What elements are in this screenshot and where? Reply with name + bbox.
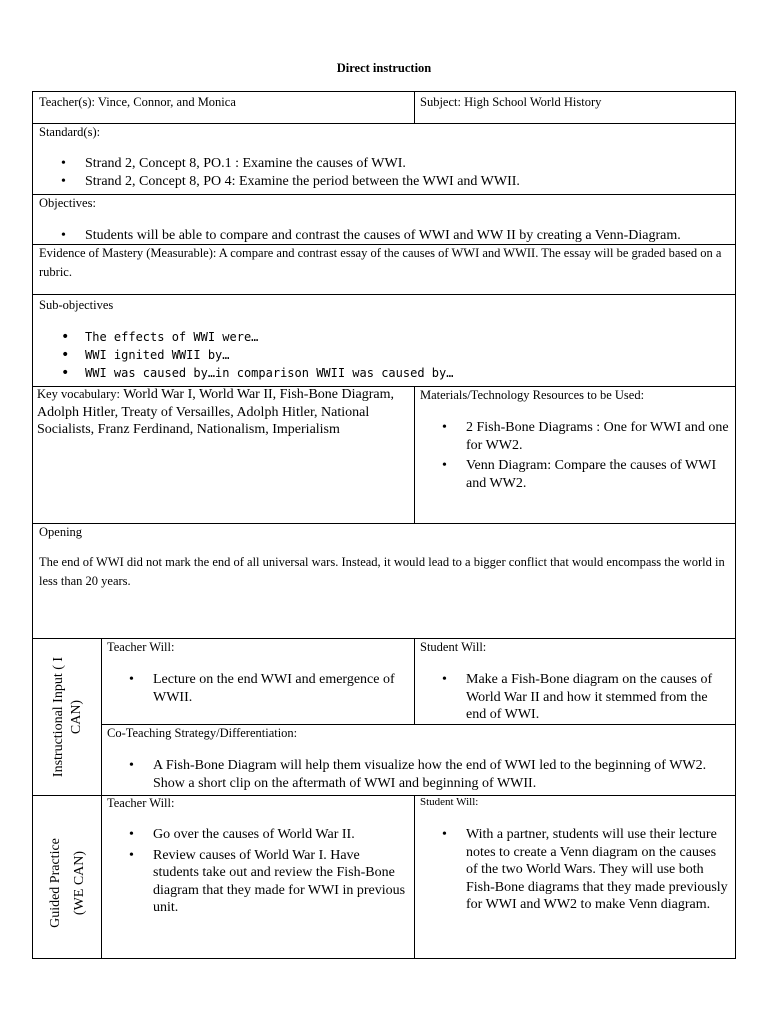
instructional-input-label-cell (32, 638, 102, 796)
list-item: • WWI ignited WWII by… (39, 346, 729, 364)
vocabulary-cell (32, 386, 415, 524)
guided-teacher-list (107, 826, 408, 917)
objectives-section (32, 194, 736, 245)
list-item: • A Fish-Bone Diagram will help them visualize how the end of WWI led to the beginning of WW2. Show a short clip on the aftermath of WWI and beginning of WWII. (107, 757, 729, 792)
coteaching-cell (101, 724, 736, 796)
subject-cell (414, 91, 736, 124)
list-item: • The effects of WWI were… (39, 328, 729, 346)
vocabulary-label: Key vocabulary: (37, 387, 120, 401)
vocabulary-text: World War I, World War II, Fish-Bone Diagram, Adolph Hitler, Treaty of Versailles, Adolph Hitler, National Socialists, Franz Ferdinand, Nationalism, Imperialism (37, 387, 394, 437)
guided-student-cell (414, 795, 736, 959)
instructional-student-list (420, 671, 729, 724)
instructional-input-label: Instructional Input ( I CAN) (51, 656, 84, 778)
instructional-student-label: Student Will: (420, 640, 487, 654)
list-item: • 2 Fish-Bone Diagrams : One for WWI and one for WW2. (420, 419, 729, 454)
guided-practice-label-cell (32, 795, 102, 959)
evidence-section (32, 244, 736, 295)
opening-label: Opening (39, 525, 83, 539)
coteaching-label: Co-Teaching Strategy/Differentiation: (107, 726, 298, 740)
standards-label: Standard(s): (39, 125, 101, 139)
list-item: • Make a Fish-Bone diagram on the causes of World War II and how it stemmed from the end of WWI. (420, 671, 729, 724)
list-item: • With a partner, students will use their lecture notes to create a Venn diagram on the causes of the two World Wars. They will use both Fish-Bone diagrams that they made previously for WWI and WW2 to make Venn diagram. (420, 826, 729, 914)
subobjectives-list (39, 328, 729, 382)
list-item: • Venn Diagram: Compare the causes of WWI and WW2. (420, 457, 729, 492)
materials-cell (414, 386, 736, 524)
list-item: • WWI was caused by…in comparison WWII was caused by… (39, 364, 729, 382)
evidence-text: Evidence of Mastery (Measurable): A compare and contrast essay of the causes of WWI and WWII. The essay will be graded based on a rubric. (39, 246, 722, 279)
list-item: • Strand 2, Concept 8, PO.1 : Examine the causes of WWI. (39, 155, 729, 173)
subobjectives-section (32, 294, 736, 387)
guided-teacher-label: Teacher Will: (107, 796, 175, 810)
list-item: • Lecture on the end WWI and emergence of WWII. (107, 671, 408, 706)
materials-list (420, 419, 729, 492)
instructional-teacher-label: Teacher Will: (107, 640, 175, 654)
guided-practice-label: Guided Practice (WE CAN) (48, 838, 87, 928)
materials-label: Materials/Technology Resources to be Used: (420, 388, 645, 402)
opening-text: The end of WWI did not mark the end of all universal wars. Instead, it would lead to a bigger conflict that would encompass the world in less than 20 years. (39, 555, 725, 588)
teachers-cell (32, 91, 415, 124)
guided-student-label: Student Will: (420, 796, 479, 808)
guided-teacher-cell (101, 795, 415, 959)
list-item: • Students will be able to compare and contrast the causes of WWI and WW II by creating a Venn-Diagram. (39, 227, 729, 245)
instructional-student-cell (414, 638, 736, 725)
list-item: • Review causes of World War I. Have students take out and review the Fish-Bone diagram that they made for WWI in previous unit. (107, 847, 408, 917)
list-item: • Go over the causes of World War II. (107, 826, 408, 844)
document-title: Direct instruction (336, 61, 432, 75)
standards-section (32, 123, 736, 195)
standards-list (39, 155, 729, 190)
coteaching-list (107, 757, 729, 792)
list-item: • Strand 2, Concept 8, PO 4: Examine the period between the WWI and WWII. (39, 173, 729, 191)
instructional-teacher-cell (101, 638, 415, 725)
guided-student-list (420, 826, 729, 914)
instructional-teacher-list (107, 671, 408, 706)
subobjectives-label: Sub-objectives (39, 298, 114, 312)
teachers-text: Teacher(s): Vince, Connor, and Monica (39, 95, 236, 109)
objectives-label: Objectives: (39, 196, 96, 210)
subject-text: Subject: High School World History (420, 95, 602, 109)
opening-section (32, 523, 736, 639)
objectives-list (39, 227, 729, 245)
